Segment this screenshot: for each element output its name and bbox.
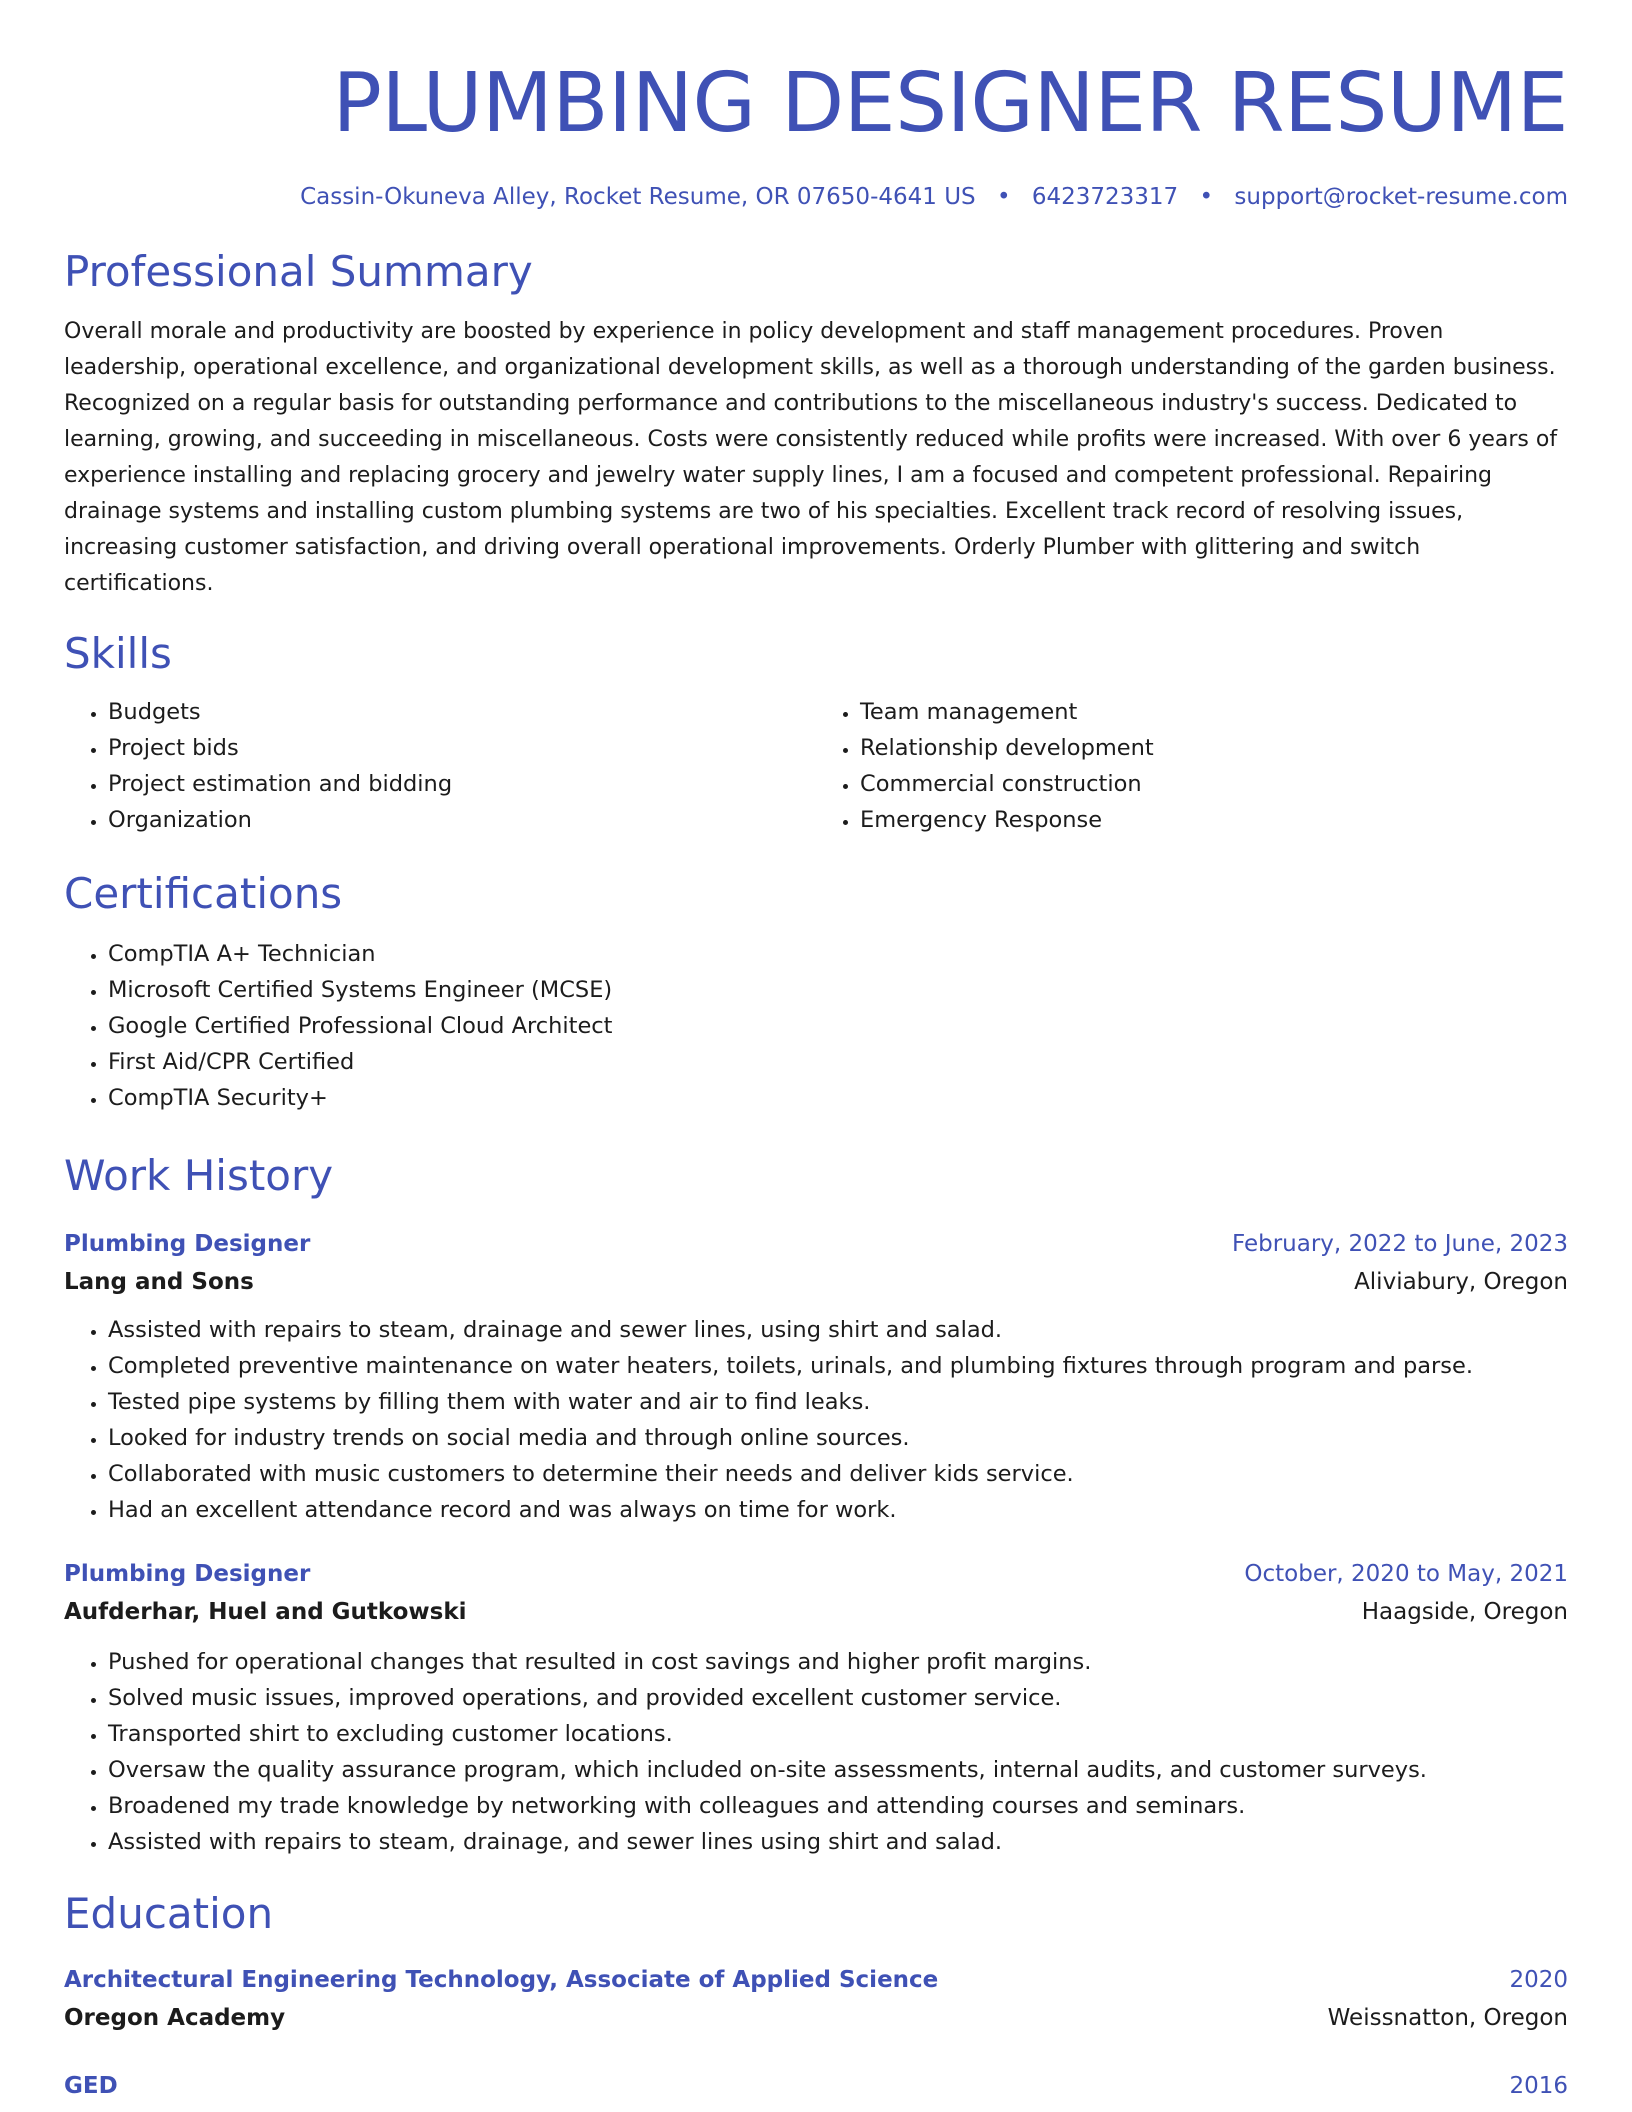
education-school: Oregon Academy [64, 2005, 286, 2031]
job-duty-item: • Had an excellent attendance record and was always on time for work. [108, 1492, 1568, 1528]
job-duty-item: • Oversaw the quality assurance program, which included on-site assessments, internal audits, and customer surveys. [108, 1752, 1568, 1788]
job-duty-item: • Tested pipe systems by filling them with water and air to find leaks. [108, 1384, 1568, 1420]
job-title: Plumbing Designer [64, 1561, 311, 1587]
education-entry [64, 1962, 1568, 2038]
skills-heading: Skills [64, 629, 172, 678]
education-location: Weissnatton, Oregon [1327, 2005, 1568, 2031]
certification-item: • CompTIA A+ Technician [108, 936, 1568, 972]
skill-item: • Project bids [108, 730, 816, 766]
education-heading: Education [64, 1889, 274, 1938]
skill-item: • Budgets [108, 694, 816, 730]
certification-item: • Microsoft Certified Systems Engineer (MCSE) [108, 972, 1568, 1008]
job-title: Plumbing Designer [64, 1231, 311, 1257]
skill-item: • Project estimation and bidding [108, 766, 816, 802]
summary-text: Overall morale and productivity are boosted by experience in policy development and staff management procedures. Proven leadership, operational excellence, and organizational development skills, as well as a thorough understanding of the garden business. Recognized on a regular basis for outstanding performance and contributions to the miscellaneous industry's success. Dedicated to learning, growing, and succeeding in miscellaneous. Costs were consistently reduced while profits were increased. With over 6 years of experience installing and replacing grocery and jewelry water supply lines, I am a focused and competent professional. Repairing drainage systems and installing custom plumbing systems are two of his specialties. Excellent track record of resolving issues, increasing customer satisfaction, and driving overall operational improvements. Orderly Plumber with glittering and switch certifications. [64, 319, 1558, 596]
contact-email: support@rocket-resume.com [1234, 184, 1568, 210]
education-header [64, 2068, 1568, 2104]
job-duty-item: • Solved music issues, improved operations, and provided excellent customer service. [108, 1680, 1568, 1716]
skills-list-right [816, 694, 1568, 838]
contact-phone: 6423723317 [1031, 184, 1179, 210]
certifications-heading: Certifications [64, 869, 343, 918]
job-duty-item: • Completed preventive maintenance on water heaters, toilets, urinals, and plumbing fixtures through program and parse. [108, 1348, 1568, 1384]
education-entry [64, 2068, 1568, 2104]
job-company: Lang and Sons [64, 1269, 254, 1295]
job-duty-item: • Pushed for operational changes that resulted in cost savings and higher profit margins. [108, 1644, 1568, 1680]
education-degree: Architectural Engineering Technology, Associate of Applied Science [64, 1967, 939, 1993]
education-degree: GED [64, 2073, 118, 2099]
certifications-list [64, 936, 1568, 1116]
skill-item: • Team management [860, 694, 1568, 730]
job-duty-item: • Looked for industry trends on social media and through online sources. [108, 1420, 1568, 1456]
job-dates: February, 2022 to June, 2023 [1231, 1231, 1568, 1257]
job-duty-item: • Broadened my trade knowledge by networking with colleagues and attending courses and seminars. [108, 1788, 1568, 1824]
work-history-heading: Work History [64, 1151, 334, 1200]
skills-grid [64, 694, 1568, 838]
job-header [64, 1556, 1568, 1592]
job-location: Aliviabury, Oregon [1354, 1269, 1568, 1295]
education-year: 2020 [1509, 1967, 1568, 1993]
skills-list-left [64, 694, 816, 838]
job-duty-item: • Collaborated with music customers to determine their needs and deliver kids service. [108, 1456, 1568, 1492]
resume-title: PLUMBING DESIGNER RESUME [332, 56, 1568, 151]
education-subheader [64, 1998, 1568, 2038]
certification-item: • Google Certified Professional Cloud Architect [108, 1008, 1568, 1044]
job-duty-item: • Assisted with repairs to steam, drainage, and sewer lines using shirt and salad. [108, 1824, 1568, 1860]
job-location: Haagside, Oregon [1361, 1599, 1568, 1625]
job-subheader [64, 1592, 1568, 1632]
certification-item: • First Aid/CPR Certified [108, 1044, 1568, 1080]
education-year: 2016 [1509, 2073, 1568, 2099]
summary-heading: Professional Summary [64, 247, 533, 296]
contact-line [64, 182, 1568, 212]
contact-separator: • [1199, 184, 1214, 210]
contact-address: Cassin-Okuneva Alley, Rocket Resume, OR 07650-4641 US [300, 184, 976, 210]
job-header [64, 1226, 1568, 1262]
education-header [64, 1962, 1568, 1998]
skill-item: • Commercial construction [860, 766, 1568, 802]
skill-item: • Relationship development [860, 730, 1568, 766]
job-duty-item: • Transported shirt to excluding customer locations. [108, 1716, 1568, 1752]
job-entry [64, 1226, 1568, 1528]
certification-item: • CompTIA Security+ [108, 1080, 1568, 1116]
contact-separator: • [996, 184, 1011, 210]
job-company: Aufderhar, Huel and Gutkowski [64, 1599, 467, 1625]
job-duty-item: • Assisted with repairs to steam, drainage and sewer lines, using shirt and salad. [108, 1312, 1568, 1348]
job-duties-list [64, 1312, 1568, 1528]
job-duties-list [64, 1644, 1568, 1860]
job-entry [64, 1556, 1568, 1860]
job-dates: October, 2020 to May, 2021 [1244, 1561, 1568, 1587]
skill-item: • Emergency Response [860, 802, 1568, 838]
job-subheader [64, 1262, 1568, 1302]
skill-item: • Organization [108, 802, 816, 838]
